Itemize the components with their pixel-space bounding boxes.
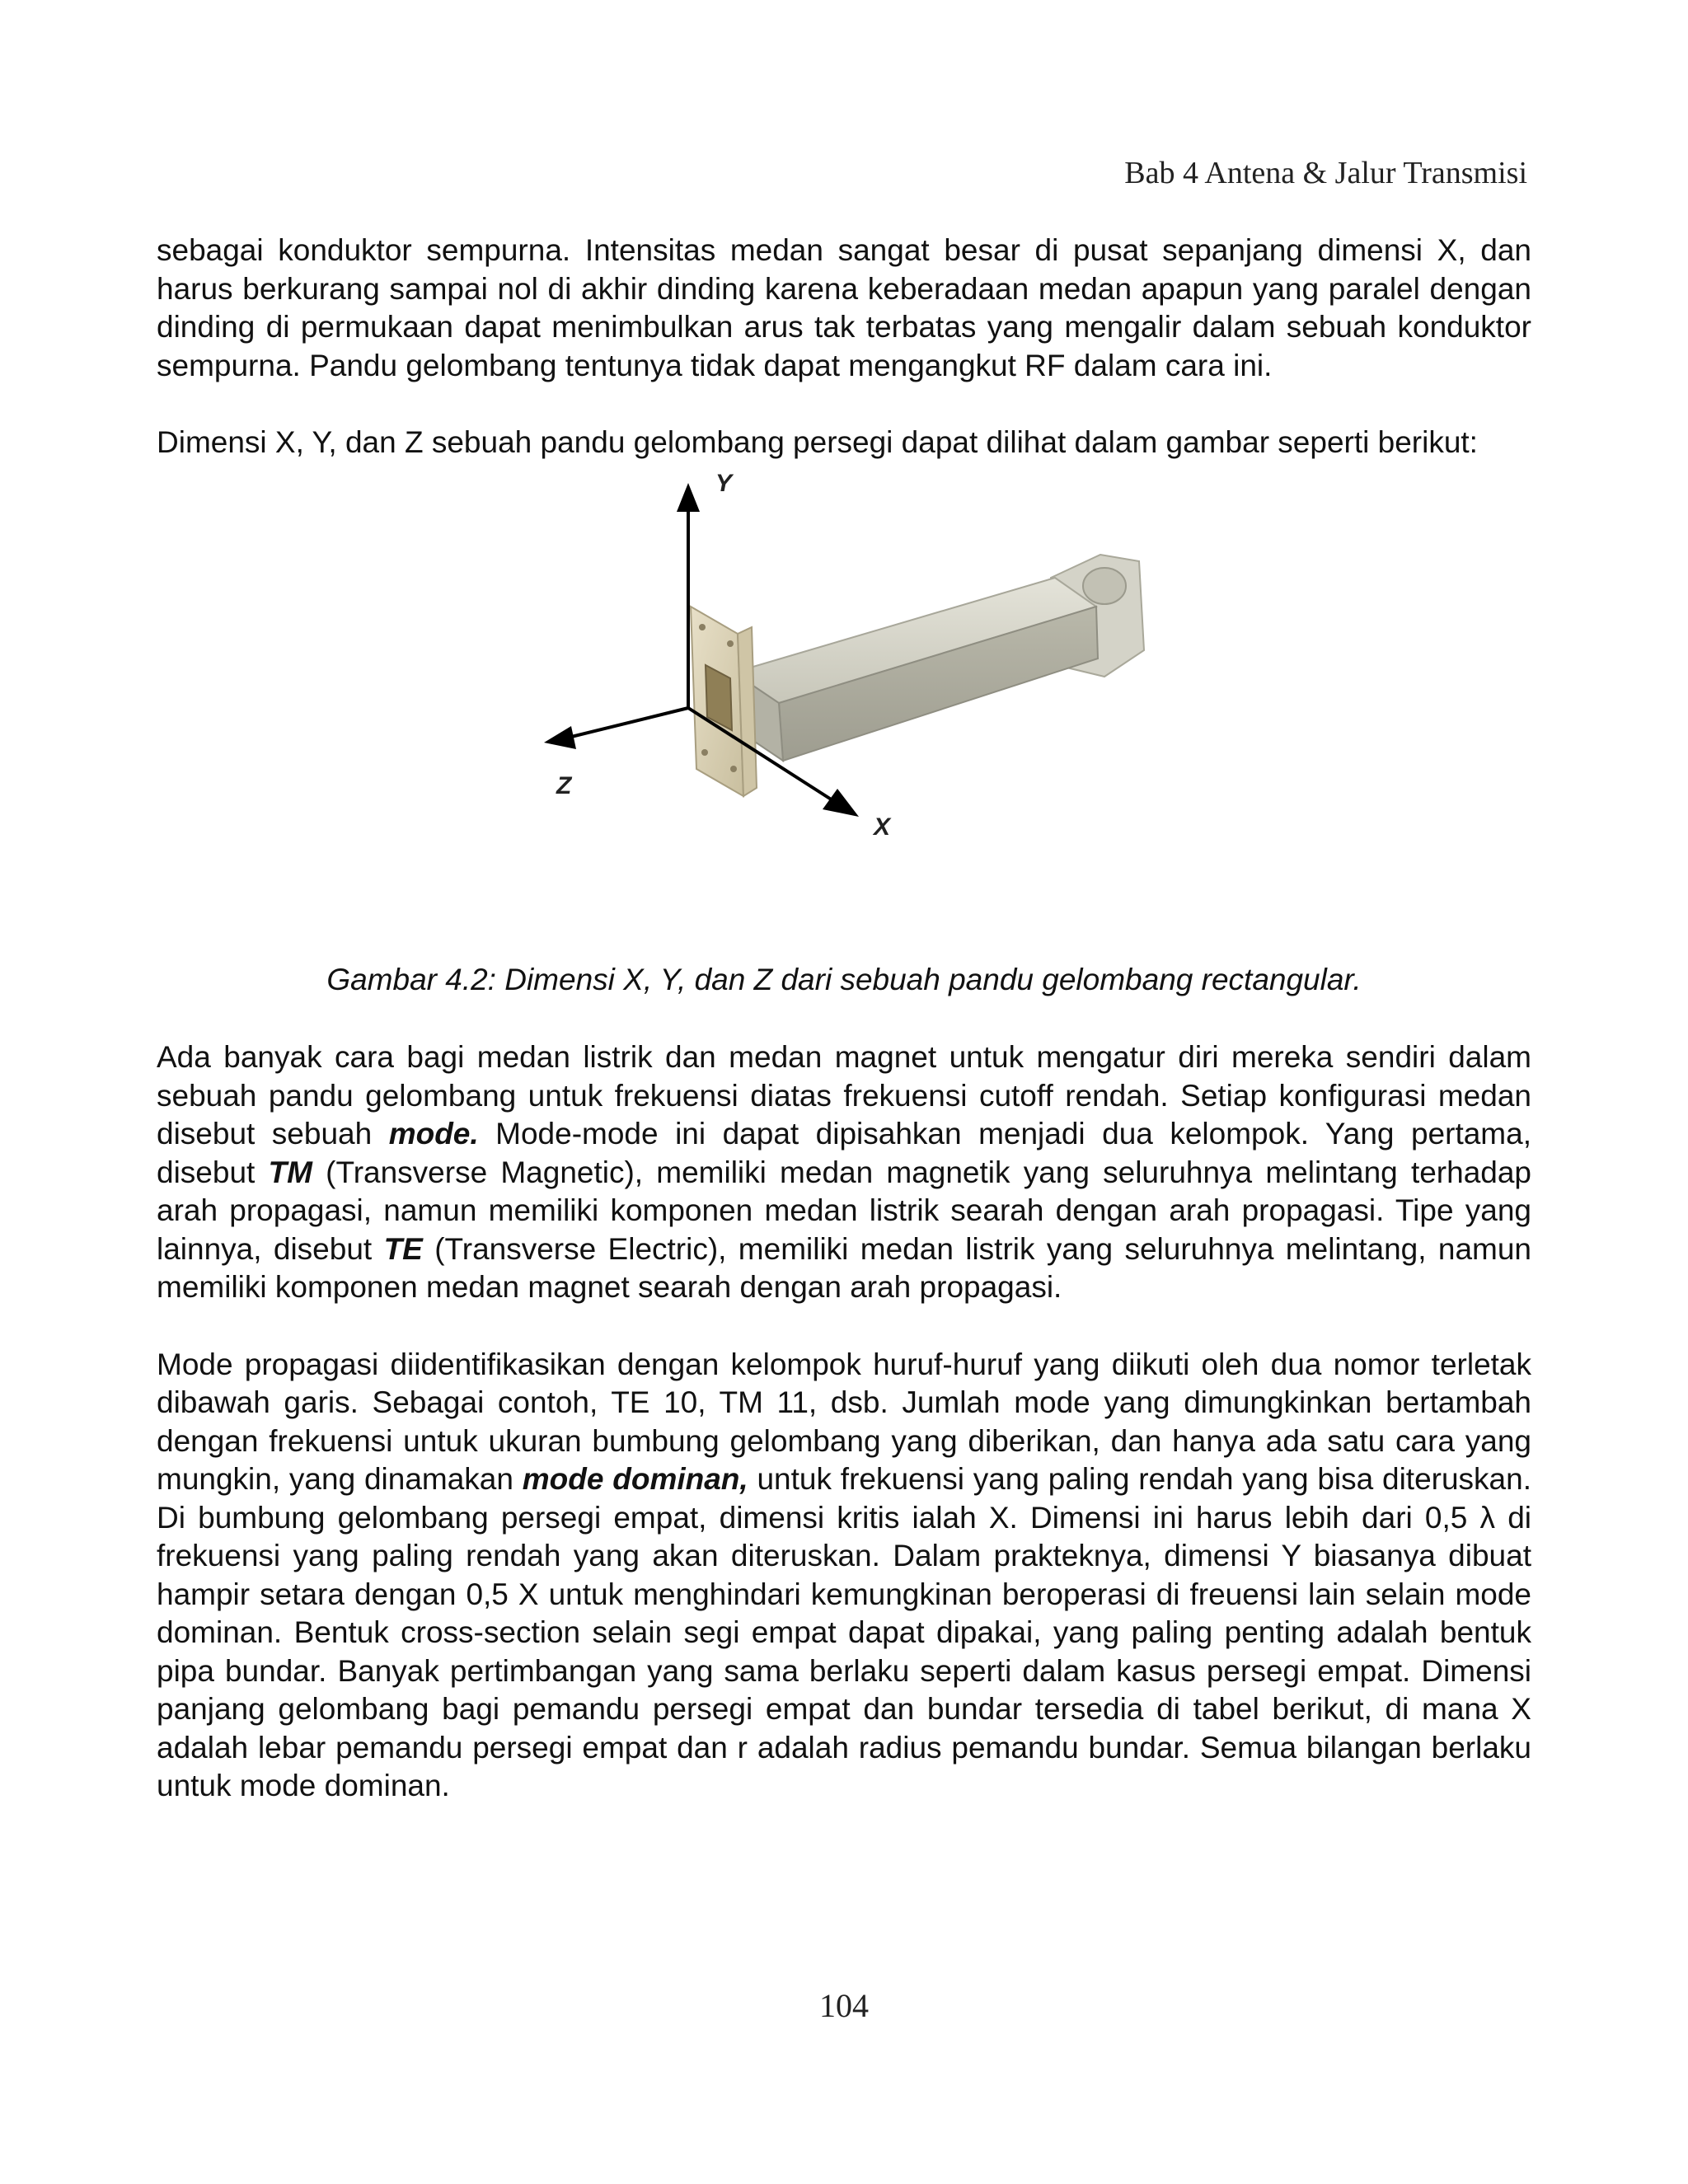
- flange-bolt-hole: [730, 766, 737, 772]
- term-te: TE: [383, 1231, 423, 1266]
- paragraph-2: Dimensi X, Y, dan Z sebuah pandu gelombang persegi dapat dilihat dalam gambar seperti berikut:: [157, 425, 1478, 459]
- figure-waveguide: [157, 462, 1531, 961]
- z-axis-arrowhead: [544, 726, 576, 749]
- y-axis-label: Y: [715, 469, 733, 497]
- paragraph-4: Mode propagasi diidentifikasikan dengan kelompok huruf-huruf yang diikuti oleh dua nomor terletak dibawah garis. Sebagai contoh, TE 10, TM 11, dsb. Jumlah mode yang dimungkinkan bertambah dengan frekuensi untuk ukuran bumbung gelombang yang diberikan, dan hanya ada satu cara yang mungkin, yang dinamakan mode dominan, untuk frekuensi yang paling rendah yang bisa diteruskan. Di bumbung gelombang persegi empat, dimensi kritis ialah X. Dimensi ini harus lebih dari 0,5 λ di frekuensi yang paling rendah yang akan diteruskan. Dalam prakteknya, dimensi Y biasanya dibuat hampir setara dengan 0,5 X untuk menghindari kemungkinan beroperasi di freuensi lain selain mode dominan. Bentuk cross-section selain segi empat dapat dipakai, yang paling penting adalah bentuk pipa bundar. Banyak pertimbangan yang sama berlaku seperti dalam kasus persegi empat. Dimensi panjang gelombang bagi pemandu persegi empat dan bundar tersedia di tabel berikut, di mana X adalah lebar pemandu persegi empat dan r adalah radius pemandu bundar. Semua bilangan berlaku untuk mode dominan.: [157, 1347, 1531, 1802]
- z-axis-line: [565, 708, 688, 738]
- term-mode: mode.: [388, 1117, 479, 1151]
- flange-bolt-hole: [701, 749, 708, 756]
- running-header: Bab 4 Antena & Jalur Transmisi: [1124, 156, 1527, 190]
- term-tm: TM: [268, 1155, 312, 1189]
- x-axis-label: X: [874, 813, 891, 841]
- paragraph-1: sebagai konduktor sempurna. Intensitas medan sangat besar di pusat sepanjang dimensi X, dan harus berkurang sampai nol di akhir dinding karena keberadaan medan apapun yang paralel dengan dinding di permukaan dapat menimbulkan arus tak terbatas yang mengalir dalam sebuah konduktor sempurna. Pandu gelombang tentunya tidak dapat mengangkut RF dalam cara ini.: [157, 233, 1531, 382]
- flange-bolt-hole: [727, 640, 734, 647]
- near-flange: [691, 607, 757, 796]
- page-number: 104: [819, 1987, 869, 2024]
- figure-caption: Gambar 4.2: Dimensi X, Y, dan Z dari sebuah pandu gelombang rectangular.: [326, 962, 1362, 996]
- paragraph-3: Ada banyak cara bagi medan listrik dan medan magnet untuk mengatur diri mereka sendiri dalam sebuah pandu gelombang untuk frekuensi diatas frekuensi cutoff rendah. Setiap konfigurasi medan disebut sebuah mode. Mode-mode ini dapat dipisahkan menjadi dua kelompok. Yang pertama, disebut TM (Transverse Magnetic), memiliki medan magnetik yang seluruhnya melintang terhadap arah propagasi, namun memiliki komponen medan listrik searah dengan arah propagasi. Tipe yang lainnya, disebut TE (Transverse Electric), memiliki medan listrik yang seluruhnya melintang, namun memiliki komponen medan magnet searah dengan arah propagasi.: [157, 1040, 1532, 1304]
- flange-bolt-hole: [699, 624, 706, 630]
- waveguide-illustration: [157, 462, 1531, 961]
- z-axis-label: Z: [556, 771, 572, 799]
- page-body: [157, 232, 1531, 1806]
- term-mode-dominan: mode dominan,: [522, 1462, 748, 1496]
- x-axis-arrowhead: [823, 789, 859, 817]
- y-axis-arrowhead: [677, 483, 700, 512]
